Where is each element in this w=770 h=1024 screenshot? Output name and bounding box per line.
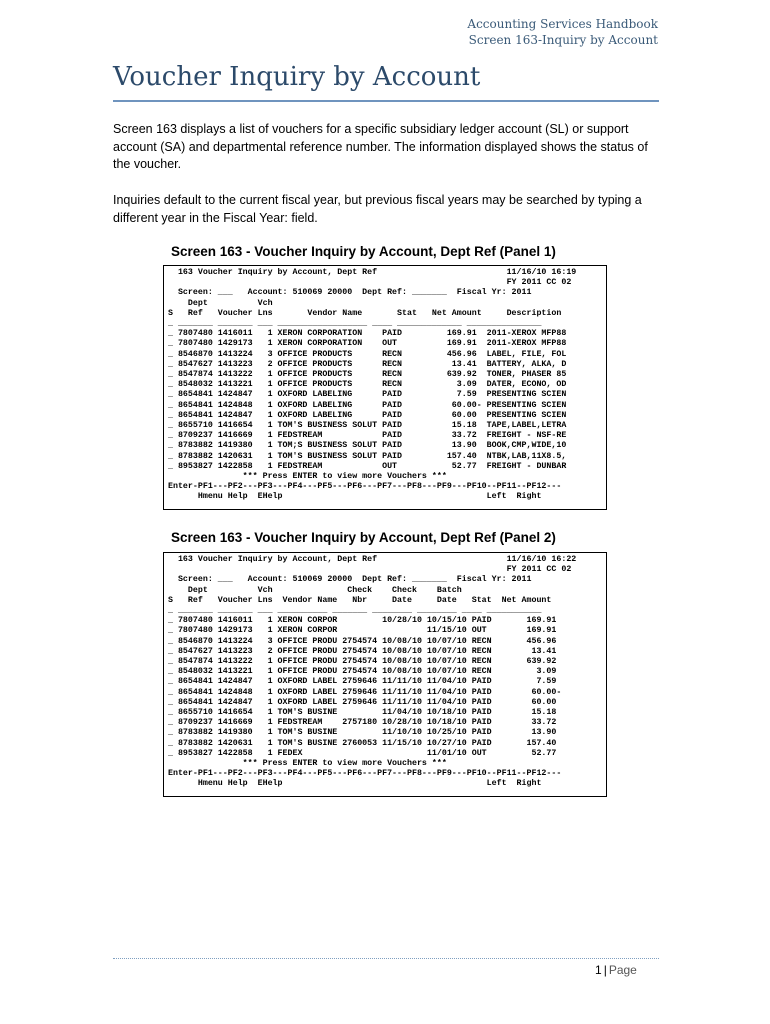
table-row: _ 8783882 1419380 1 TOM;S BUSINESS SOLUT PAID 13.90 BOOK,CMP,WIDE,10 <box>168 441 567 451</box>
table-row: _ 8548032 1413221 1 OFFICE PRODU 2754574 10/08/10 10/07/10 RECN 3.09 <box>168 667 557 677</box>
intro-paragraph <box>113 121 661 174</box>
panel1-caption: Screen 163 - Voucher Inquiry by Account, Dept Ref (Panel 1) <box>171 244 556 259</box>
page-number-value: 1 <box>595 963 602 977</box>
table-row: _ 8547874 1413222 1 OFFICE PRODUCTS RECN 639.92 TONER, PHASER 85 <box>168 370 567 380</box>
table-row: _ 8547874 1413222 1 OFFICE PRODU 2754574 10/08/10 10/07/10 RECN 639.92 <box>168 657 557 667</box>
table-row: _ 7807480 1429173 1 XERON CORPORATION OUT 169.91 2011-XEROX MFP88 <box>168 339 567 349</box>
screen-line: Screen: ___ Account: 510069 20000 Dept Ref: _______ Fiscal Yr: 2011 <box>168 288 532 298</box>
running-header <box>467 16 658 48</box>
screen-line: FY 2011 CC 02 <box>168 278 572 288</box>
page-label: Page <box>608 963 637 977</box>
title-rule <box>113 100 659 102</box>
table-row: _ 8654841 1424847 1 OXFORD LABELING PAID 7.59 PRESENTING SCIEN <box>168 390 567 400</box>
table-row: _ 8546870 1413224 3 OFFICE PRODUCTS RECN 456.96 LABEL, FILE, FOL <box>168 349 567 359</box>
table-row: _ 8546870 1413224 3 OFFICE PRODU 2754574 10/08/10 10/07/10 RECN 456.96 <box>168 636 557 646</box>
panel1-header <box>168 268 602 503</box>
table-row: _ 8654841 1424848 1 OXFORD LABEL 2759646 11/11/10 11/04/10 PAID 60.00- <box>168 687 562 697</box>
screen-line: 163 Voucher Inquiry by Account, Dept Ref 11/16/10 16:22 <box>168 555 577 564</box>
screen-line: S Ref Voucher Lns Vendor Name Stat Net Amount Description <box>168 308 562 318</box>
table-row: _ 8709237 1416669 1 FEDSTREAM PAID 33.72 FREIGHT - NSF-RE <box>168 431 567 441</box>
table-row: _ 8654841 1424847 1 OXFORD LABELING PAID 60.00 PRESENTING SCIEN <box>168 410 567 420</box>
handbook-title: Accounting Services Handbook <box>467 17 658 31</box>
table-row: _ 8547627 1413223 2 OFFICE PRODUCTS RECN 13.41 BATTERY, ALKA, D <box>168 359 567 369</box>
table-row: _ 8783882 1420631 1 TOM'S BUSINESS SOLUT PAID 157.40 NTBK,LAB,11X8.5, <box>168 451 567 461</box>
table-row: _ 8655710 1416654 1 TOM'S BUSINE 11/04/10 10/18/10 PAID 15.18 <box>168 708 557 718</box>
screen-line: S Ref Voucher Lns Vendor Name Nbr Date Date Stat Net Amount <box>168 595 552 605</box>
pf-keys-line: Enter-PF1---PF2---PF3---PF4---PF5---PF6---PF7---PF8---PF9---PF10--PF11--PF12--- <box>168 769 562 779</box>
table-row: _ 7807480 1416011 1 XERON CORPORATION PAID 169.91 2011-XEROX MFP88 <box>168 329 567 339</box>
more-vouchers-prompt: *** Press ENTER to view more Vouchers *** <box>168 472 447 482</box>
screen-line: FY 2011 CC 02 <box>168 565 572 575</box>
more-vouchers-prompt: *** Press ENTER to view more Vouchers *** <box>168 759 447 769</box>
table-row: _ 8709237 1416669 1 FEDSTREAM 2757180 10/28/10 10/18/10 PAID 33.72 <box>168 718 557 728</box>
panel2-header <box>168 555 602 790</box>
fiscal-year-paragraph <box>113 192 661 227</box>
footer-rule <box>113 958 659 959</box>
screen-line: Screen: ___ Account: 510069 20000 Dept Ref: _______ Fiscal Yr: 2011 <box>168 575 532 585</box>
table-row: _ 8654841 1424847 1 OXFORD LABEL 2759646 11/11/10 11/04/10 PAID 60.00 <box>168 697 557 707</box>
paragraph-text: Inquiries default to the current fiscal year, but previous fiscal years may be searched by typing a different year in the Fiscal Year: field. <box>113 193 642 225</box>
table-row: _ 8654841 1424848 1 OXFORD LABELING PAID 60.00- PRESENTING SCIEN <box>168 400 567 410</box>
screen-line: _ _______ _______ ___ __________ _______ ________ ________ ____ ___________ <box>168 606 542 616</box>
paragraph-text: Screen 163 displays a list of vouchers for a specific subsidiary ledger account (SL) or support account (SA) and departmental reference number. The information displayed shows the status of the voucher. <box>113 122 648 171</box>
table-row: _ 8783882 1420631 1 TOM'S BUSINE 2760053 11/15/10 10/27/10 PAID 157.40 <box>168 738 557 748</box>
page-number <box>595 963 637 977</box>
page-separator: | <box>603 963 607 977</box>
table-row: _ 7807480 1429173 1 XERON CORPOR 11/15/10 OUT 169.91 <box>168 626 557 636</box>
pf-labels-line: Hmenu Help EHelp Left Right <box>168 779 542 789</box>
pf-keys-line: Enter-PF1---PF2---PF3---PF4---PF5---PF6---PF7---PF8---PF9---PF10--PF11--PF12--- <box>168 482 562 492</box>
table-row: _ 8548032 1413221 1 OFFICE PRODUCTS RECN 3.09 DATER, ECONO, OD <box>168 380 567 390</box>
table-row: _ 7807480 1416011 1 XERON CORPOR 10/28/10 10/15/10 PAID 169.91 <box>168 616 557 626</box>
screen-line: _ _______ _______ ___ __________________ ____ _____________ _______________ <box>168 319 542 329</box>
page-title: Voucher Inquiry by Account <box>113 62 481 92</box>
table-row: _ 8654841 1424847 1 OXFORD LABEL 2759646 11/11/10 11/04/10 PAID 7.59 <box>168 677 557 687</box>
pf-labels-line: Hmenu Help EHelp Left Right <box>168 492 542 502</box>
panel2-caption: Screen 163 - Voucher Inquiry by Account, Dept Ref (Panel 2) <box>171 530 556 545</box>
screen-line: Dept Vch <box>168 298 273 308</box>
screen-line: Dept Vch Check Check Batch <box>168 585 462 595</box>
table-row: _ 8953827 1422858 1 FEDEX 11/01/10 OUT 52.77 <box>168 748 557 758</box>
screen-line: 163 Voucher Inquiry by Account, Dept Ref 11/16/10 16:19 <box>168 268 577 277</box>
table-row: _ 8953827 1422858 1 FEDSTREAM OUT 52.77 FREIGHT - DUNBAR <box>168 461 567 471</box>
section-title: Screen 163-Inquiry by Account <box>468 33 658 47</box>
table-row: _ 8655710 1416654 1 TOM'S BUSINESS SOLUT PAID 15.18 TAPE,LABEL,LETRA <box>168 421 567 431</box>
table-row: _ 8783882 1419380 1 TOM'S BUSINE 11/10/10 10/25/10 PAID 13.90 <box>168 728 557 738</box>
panel1-screen <box>163 265 607 510</box>
panel2-screen <box>163 552 607 797</box>
table-row: _ 8547627 1413223 2 OFFICE PRODU 2754574 10/08/10 10/07/10 RECN 13.41 <box>168 646 557 656</box>
